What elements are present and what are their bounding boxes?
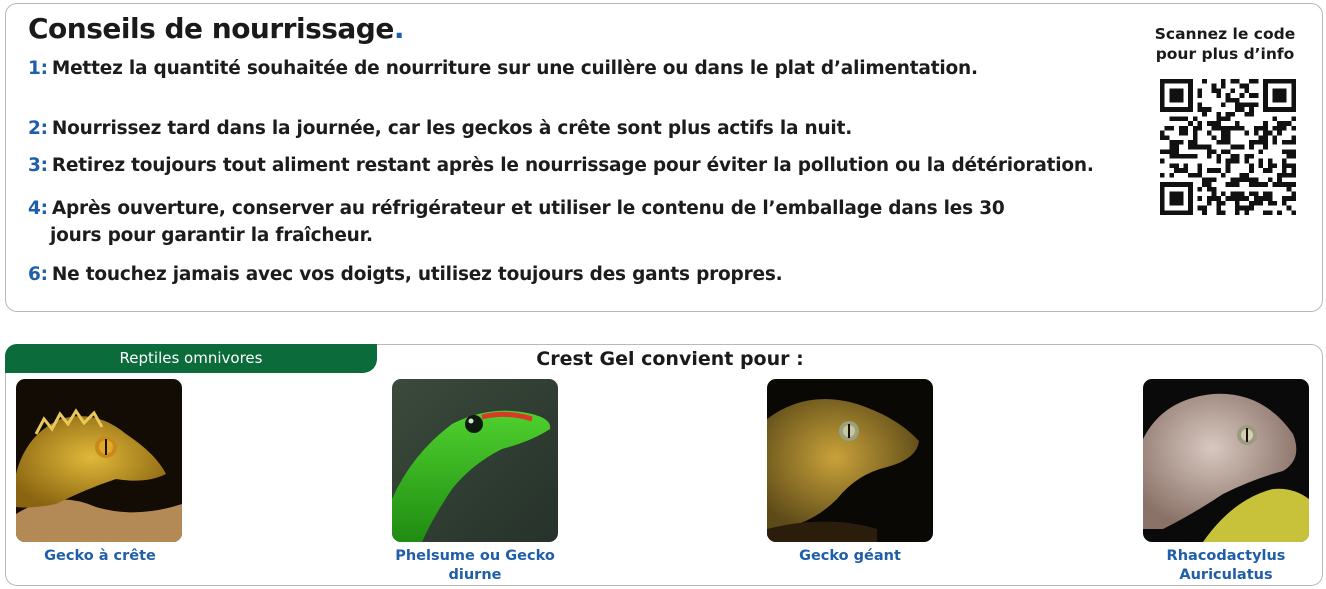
tip-text: Nourrissez tard dans la journée, car les geckos à crête sont plus actifs la nuit.	[51, 118, 853, 139]
species-caption-3	[750, 547, 950, 566]
qr-caption-line2: pour plus d’info	[1155, 45, 1295, 63]
tip-3	[28, 155, 1094, 176]
qr-code-icon[interactable]	[1160, 79, 1296, 215]
rhacodactylus-photo	[1143, 379, 1309, 542]
tip-2	[28, 118, 852, 139]
tip-text: Après ouverture, conserver au réfrigérateur et utiliser le contenu de l’emballage dans les 30	[51, 198, 1005, 219]
suitability-heading: Crest Gel convient pour :	[536, 348, 804, 370]
qr-caption	[1140, 24, 1310, 64]
section-title	[28, 12, 404, 45]
species-name-line1: Gecko à crête	[44, 548, 156, 564]
section-title-text: Conseils de nourrissage	[28, 12, 394, 45]
species-caption-2	[375, 547, 575, 585]
tip-number: 4:	[28, 198, 48, 219]
crested-gecko-photo	[16, 379, 182, 542]
tip-continuation: jours pour garantir la fraîcheur.	[50, 225, 373, 246]
species-caption-1	[0, 547, 200, 566]
crested-gecko-image	[16, 379, 182, 542]
phelsuma-photo	[392, 379, 558, 542]
tip-number: 3:	[28, 155, 48, 176]
tip-4	[28, 198, 1005, 246]
giant-gecko-photo	[767, 379, 933, 542]
tip-text: Mettez la quantité souhaitée de nourriture sur une cuillère ou dans le plat d’alimentation.	[51, 58, 978, 79]
species-name-line2: Auriculatus	[1179, 567, 1273, 583]
rhacodactylus-image	[1143, 379, 1309, 542]
tip-1	[28, 58, 978, 79]
qr-caption-line1: Scannez le code	[1154, 25, 1296, 43]
title-dot: .	[393, 12, 404, 45]
category-tag: Reptiles omnivores	[5, 344, 377, 373]
tip-text: Ne touchez jamais avec vos doigts, utilisez toujours des gants propres.	[51, 264, 783, 285]
tip-text: Retirez toujours tout aliment restant après le nourrissage pour éviter la pollution ou la détérioration.	[51, 155, 1094, 176]
tip-number: 2:	[28, 118, 48, 139]
tip-number: 6:	[28, 264, 48, 285]
tip-number: 1:	[28, 58, 48, 79]
giant-gecko-image	[767, 379, 933, 542]
species-name-line1: Rhacodactylus	[1166, 548, 1286, 564]
species-name-line2: diurne	[448, 567, 502, 583]
species-caption-4	[1126, 547, 1326, 585]
species-name-line1: Phelsume ou Gecko	[395, 548, 555, 564]
tip-6	[28, 264, 783, 285]
phelsuma-image	[392, 379, 558, 542]
species-name-line1: Gecko géant	[799, 548, 901, 564]
